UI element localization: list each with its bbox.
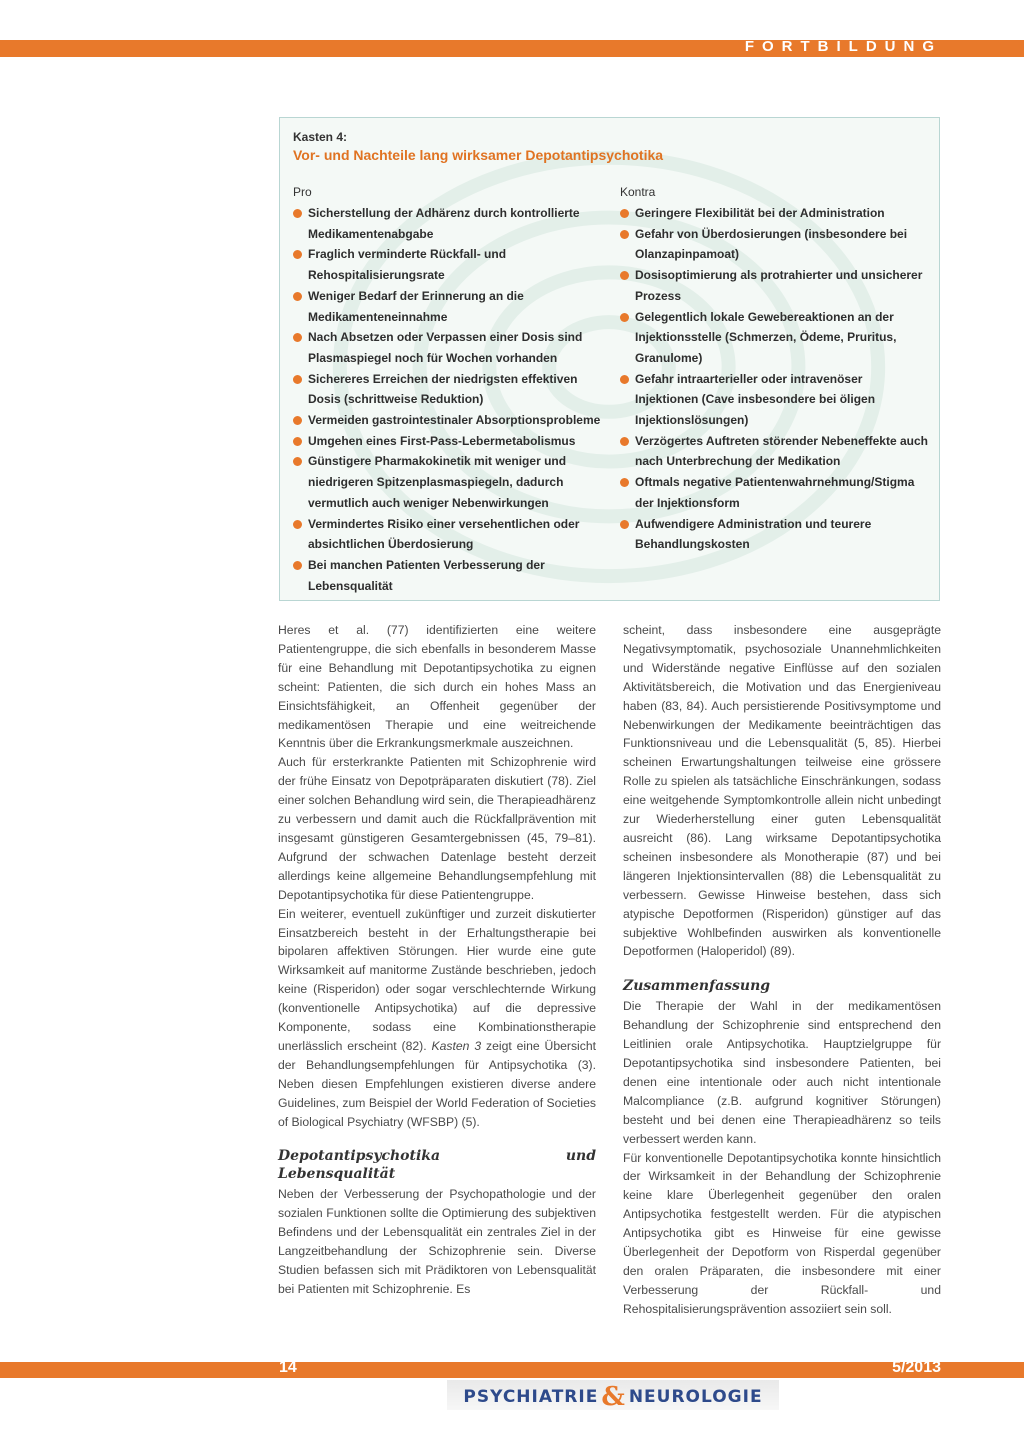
right-text-column — [623, 621, 941, 1319]
bullet-icon — [620, 375, 629, 384]
bullet-icon — [620, 437, 629, 446]
box-kicker: Kasten 4: — [293, 130, 348, 144]
bullet-icon — [620, 478, 629, 487]
journal-logo: PSYCHIATRIE & NEUROLOGIE — [463, 1382, 763, 1412]
bullet-icon — [620, 520, 629, 529]
paragraph: Ein weiterer, eventuell zukünftiger und zurzeit diskutierter Einsatzbereich besteht in der Erhaltungstherapie bei bipolaren affektiven Störungen. Hier wurde eine gute Wirksamkeit auf manitorme Zustände beschrieben, jedoch keine (Risperidon) oder sogar verschlechternde Wirkung (konventionelle Antipsychotika) auf die depressive Komponente, sodass eine Kombinationstherapie unerlässlich erscheint (82). Kasten 3 zeigt eine Übersicht der Behandlungsempfehlungen für Antipsychotika (3). Neben diesen Empfehlungen existieren diverse andere Guidelines, zum Beispiel der World Federation of Societies of Biological Psychiatry (WFSBP) (5). — [278, 906, 597, 1129]
box-title: Vor- und Nachteile lang wirksamer Depotantipsychotika — [293, 147, 664, 163]
list-item: Vermindertes Risiko einer versehentlichen oder absichtlichen Überdosierung — [293, 514, 603, 555]
issue-label: 5/2013 — [892, 1359, 941, 1376]
page-number: 14 — [279, 1359, 297, 1376]
list-item: Gefahr von Überdosierungen (insbesondere bei Olanzapinpamoat) — [620, 224, 928, 265]
list-item: Umgehen eines First-Pass-Lebermetabolismus — [293, 431, 603, 452]
bullet-icon — [293, 250, 302, 259]
list-item: Vermeiden gastrointestinaler Absorptionsprobleme — [293, 410, 603, 431]
bullet-icon — [620, 271, 629, 280]
bullet-icon — [293, 457, 302, 466]
list-item: Fraglich verminderte Rückfall- und Rehospitalisierungsrate — [293, 244, 603, 285]
list-item: Oftmals negative Patientenwahrnehmung/Stigma der Injektionsform — [620, 472, 928, 513]
footer-bar — [0, 1362, 1024, 1378]
paragraph: Für konventionelle Depotantipsychotika konnte hinsichtlich der Wirksamkeit in der Behandlung der Schizophrenie keine klare Überlegenheit gegenüber den oralen Antipsychotika festgestellt werden. Für die atypischen Antipsychotika gibt es Hinweise für eine gewisse Überlegenheit der Depotform von Risperdal gegenüber den oralen Präparaten, die insbesondere mit einer Verbesserung der Rückfall- und Rehospitalisierungsprävention assoziiert sein soll. — [623, 1150, 941, 1316]
info-box — [279, 117, 940, 601]
pro-heading: Pro — [293, 185, 312, 199]
bullet-icon — [293, 333, 302, 342]
pro-list — [293, 203, 603, 596]
list-item: Bei manchen Patienten Verbesserung der Lebensqualität — [293, 555, 603, 596]
bullet-icon — [293, 292, 302, 301]
list-item: Günstigere Pharmakokinetik mit weniger und niedrigeren Spitzenplasmaspiegeln, dadurch vermutlich auch weniger Nebenwirkungen — [293, 451, 603, 513]
kontra-heading: Kontra — [620, 185, 656, 199]
bullet-icon — [620, 209, 629, 218]
bullet-icon — [293, 520, 302, 529]
bullet-icon — [620, 313, 629, 322]
paragraph: Die Therapie der Wahl in der medikamentösen Behandlung der Schizophrenie sind entsprechend den Leitlinien orale Antipsychotika. Hauptzielgruppe für Depotantipsychotika sind insbesondere Patienten, bei denen eine intentionale oder auch nicht intentionale Malcompliance (z.B. aufgrund kognitiver Störungen) besteht und bei denen eine Therapieadhärenz so teils verbessert werden kann. — [623, 999, 941, 1146]
list-item: Gelegentlich lokale Gewebereaktionen an der Injektionsstelle (Schmerzen, Ödeme, Pruritus, Granulome) — [620, 307, 928, 369]
box-reference: Kasten 3 — [431, 1038, 482, 1053]
paragraph: Auch für ersterkrankte Patienten mit Schizophrenie wird der frühe Einsatz von Depotpräparaten diskutiert (78). Ziel einer solchen Behandlung wird sein, die Therapieadhärenz zu verbessern und damit auch die Rückfallprävention mit insgesamt günstigeren Gesamtergebnissen (45, 79–81). Aufgrund der schwachen Datenlage besteht derzeit allerdings keine allgemeine Behandlungsempfehlung mit Depotantipsychotika für diese Patientengruppe. — [278, 755, 596, 902]
paragraph: Heres et al. (77) identifizierten eine weitere Patientengruppe, die sich ebenfalls in besonderem Masse für eine Behandlung mit Depotantipsychotika zu eignen scheint: Patienten, die sich durch ein hohes Mass an Einsichtsfähigkeit, an Offenheit gegenüber der medikamentösen Therapie und eine weitreichende Kenntnis über die Erkrankungsmerkmale auszeichnen. — [278, 623, 596, 751]
bullet-icon — [293, 561, 302, 570]
list-item: Sicherstellung der Adhärenz durch kontrollierte Medikamentenabgabe — [293, 203, 603, 244]
section-heading: Depotantipsychotika und Lebensqualität — [278, 1148, 596, 1183]
pro-column — [293, 185, 603, 596]
paragraph: scheint, dass insbesondere eine ausgeprägte Negativsymptomatik, psychosoziale Unannehmlichkeiten und Widerstände negative Einflüsse auf den sozialen Aktivitätsbereich, die Motivation und das Energieniveau haben (83, 84). Auch persistierende Positivsymptome und Nebenwirkungen der Medikamente beeinträchtigen das Funktionsniveau und die Lebensqualität (5, 85). Hierbei scheinen Erwartungshaltungen teilweise eine grössere Rolle zu spielen als tatsächliche Einschränkungen, sodass eine weitgehende Symptomkontrolle allein nicht unbedingt zur Wiederherstellung einer guten Lebensqualität ausreicht (86). Lang wirksame Depotantipsychotika scheinen insbesondere als Monotherapie (87) und bei längeren Injektionsintervallen (88) die Lebensqualität zu verbessern. Gewisse Hinweise bestehen, dass sich atypische Depotformen (Risperidon) günstiger auf das subjektive Wohlbefinden auswirken als konventionelle Depotformen (Haloperidol) (89). — [623, 623, 941, 959]
list-item: Weniger Bedarf der Erinnerung an die Medikamenteneinnahme — [293, 286, 603, 327]
section-label: FORTBILDUNG — [744, 38, 942, 55]
bullet-icon — [293, 437, 302, 446]
left-text-column — [278, 621, 596, 1299]
list-item: Gefahr intraarterieller oder intravenöser Injektionen (Cave insbesondere bei öligen Injektionslösungen) — [620, 369, 928, 431]
kontra-list — [620, 203, 928, 555]
list-item: Nach Absetzen oder Verpassen einer Dosis sind Plasmaspiegel noch für Wochen vorhanden — [293, 327, 603, 368]
section-heading: Zusammenfassung — [623, 978, 771, 995]
list-item: Dosisoptimierung als protrahierter und unsicherer Prozess — [620, 265, 928, 306]
bullet-icon — [620, 230, 629, 239]
bullet-icon — [293, 209, 302, 218]
kontra-column — [620, 185, 928, 555]
bullet-icon — [293, 375, 302, 384]
paragraph: Neben der Verbesserung der Psychopathologie und der sozialen Funktionen sollte die Optimierung des subjektiven Befindens und der Lebensqualität ein zentrales Ziel in der Langzeitbehandlung der Schizophrenie sein. Diverse Studien befassen sich mit Prädiktoren von Lebensqualität bei Patienten mit Schizophrenie. Es — [278, 1187, 596, 1296]
list-item: Aufwendigere Administration und teurere Behandlungskosten — [620, 514, 928, 555]
bullet-icon — [293, 416, 302, 425]
list-item: Geringere Flexibilität bei der Administration — [620, 203, 928, 224]
list-item: Sichereres Erreichen der niedrigsten effektiven Dosis (schrittweise Reduktion) — [293, 369, 603, 410]
list-item: Verzögertes Auftreten störender Nebeneffekte auch nach Unterbrechung der Medikation — [620, 431, 928, 472]
